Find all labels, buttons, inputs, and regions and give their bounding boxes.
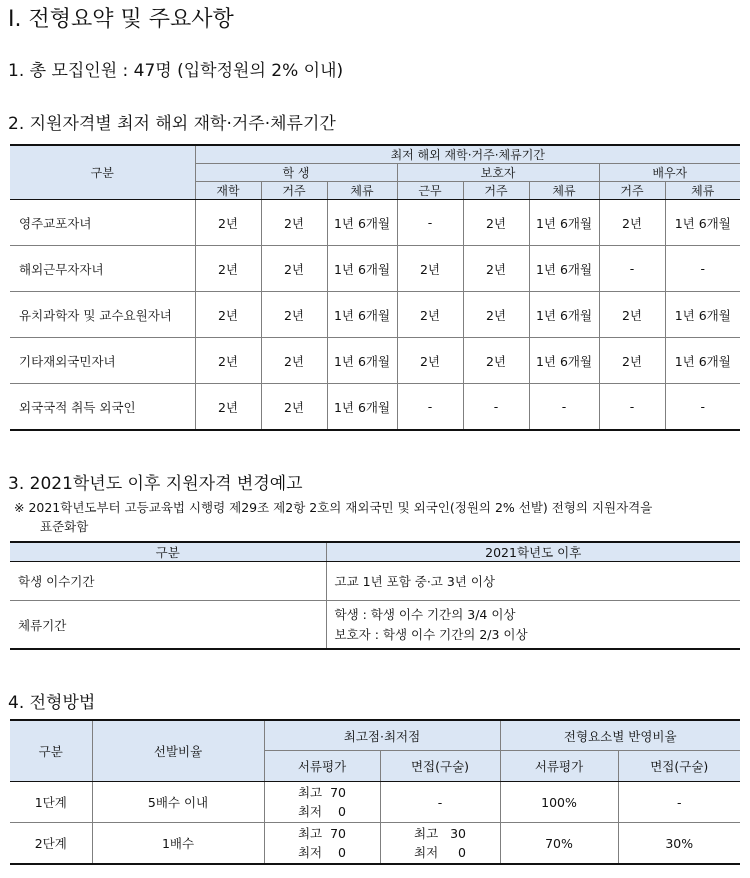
- eligibility-period-table: [10, 144, 740, 431]
- stage: 2단계: [10, 823, 92, 865]
- row-label: 외국국적 취득 외국인: [10, 384, 195, 431]
- table-row: [10, 200, 740, 246]
- cell: 1년 6개월: [665, 292, 740, 338]
- total-quota-heading: 1. 총 모집인원 : 47명 (입학정원의 2% 이내): [8, 61, 344, 81]
- cell: -: [397, 384, 463, 431]
- cell: -: [463, 384, 529, 431]
- sub-header-interview-weight: 면접(구술): [618, 751, 740, 782]
- cell: 2년: [261, 338, 327, 384]
- cell: 1년 6개월: [529, 292, 599, 338]
- max-score: 최고 70: [297, 785, 346, 800]
- table-row: [10, 782, 740, 823]
- header-division: 구분: [10, 542, 326, 562]
- cell: 2년: [195, 246, 261, 292]
- note-line: ※ 2021학년도부터 고등교육법 시행령 제29조 제2항 2호의 재외국민 및 외국인(정원의 2% 선발) 전형의 지원자격을: [14, 500, 653, 515]
- change-note: [14, 498, 744, 536]
- sub-header: 거주: [261, 182, 327, 200]
- table-row: [10, 562, 740, 601]
- selection-method-table: [10, 719, 740, 865]
- cell: -: [599, 384, 665, 431]
- cell: -: [529, 384, 599, 431]
- table-row: [10, 246, 740, 292]
- header-min-period: 최저 해외 재학·거주·체류기간: [195, 145, 740, 164]
- sub-header: 체류: [665, 182, 740, 200]
- sub-header: 체류: [529, 182, 599, 200]
- cell: 1년 6개월: [529, 246, 599, 292]
- cell: 1년 6개월: [327, 292, 397, 338]
- doc-score: [264, 823, 380, 865]
- cell: 1년 6개월: [665, 200, 740, 246]
- cell: 2년: [195, 200, 261, 246]
- interview-score: -: [380, 782, 500, 823]
- max-score: 최고 30: [414, 826, 466, 841]
- max-score: 최고 70: [297, 826, 346, 841]
- sub-header-doc: 서류평가: [264, 751, 380, 782]
- doc-score: [264, 782, 380, 823]
- header-guardian: 보호자: [397, 164, 599, 182]
- cell: 고교 1년 포함 중·고 3년 이상: [326, 562, 740, 601]
- cell: 1년 6개월: [327, 338, 397, 384]
- cell: 1년 6개월: [529, 338, 599, 384]
- row-label: 체류기간: [10, 601, 326, 650]
- cell: 1년 6개월: [327, 200, 397, 246]
- cell: 1년 6개월: [665, 338, 740, 384]
- header-ratio: 선발비율: [92, 720, 264, 782]
- cell: 2년: [463, 246, 529, 292]
- table-row: [10, 338, 740, 384]
- cell: 2년: [397, 246, 463, 292]
- header-division: 구분: [10, 720, 92, 782]
- cell: 2년: [261, 384, 327, 431]
- cell: 2년: [397, 338, 463, 384]
- interview-weight: -: [618, 782, 740, 823]
- header-weight: 전형요소별 반영비율: [500, 720, 740, 751]
- cell: 2년: [463, 200, 529, 246]
- header-spouse: 배우자: [599, 164, 740, 182]
- cell: 2년: [261, 292, 327, 338]
- note-line: 표준화함: [40, 519, 89, 534]
- page-title: Ⅰ. 전형요약 및 주요사항: [8, 7, 234, 32]
- cell: -: [599, 246, 665, 292]
- cell: -: [665, 384, 740, 431]
- cell: 2년: [463, 338, 529, 384]
- sub-header-interview: 면접(구술): [380, 751, 500, 782]
- cell: 1년 6개월: [327, 246, 397, 292]
- min-score: 최저 0: [297, 845, 346, 860]
- row-label: 영주교포자녀: [10, 200, 195, 246]
- stage: 1단계: [10, 782, 92, 823]
- cell: 2년: [599, 200, 665, 246]
- cell: -: [665, 246, 740, 292]
- row-label: 학생 이수기간: [10, 562, 326, 601]
- ratio: 1배수: [92, 823, 264, 865]
- header-score-range: 최고점·최저점: [264, 720, 500, 751]
- cell: 2년: [195, 384, 261, 431]
- cell: 1년 6개월: [327, 384, 397, 431]
- sub-header-doc-weight: 서류평가: [500, 751, 618, 782]
- interview-score: [380, 823, 500, 865]
- table-row: [10, 601, 740, 650]
- table-row: [10, 823, 740, 865]
- cell: 2년: [195, 292, 261, 338]
- eligibility-period-heading: 2. 지원자격별 최저 해외 재학·거주·체류기간: [8, 114, 336, 134]
- sub-header: 거주: [463, 182, 529, 200]
- cell: 2년: [195, 338, 261, 384]
- ratio: 5배수 이내: [92, 782, 264, 823]
- cell: -: [397, 200, 463, 246]
- cell: 2년: [463, 292, 529, 338]
- sub-header: 거주: [599, 182, 665, 200]
- cell: 2년: [599, 338, 665, 384]
- row-label: 기타재외국민자녀: [10, 338, 195, 384]
- cell: 2년: [599, 292, 665, 338]
- eligibility-change-heading: 3. 2021학년도 이후 지원자격 변경예고: [8, 474, 303, 494]
- row-label: 유치과학자 및 교수요원자녀: [10, 292, 195, 338]
- cell-line: 보호자 : 학생 이수 기간의 2/3 이상: [334, 626, 528, 642]
- header-2021: 2021학년도 이후: [326, 542, 740, 562]
- sub-header: 재학: [195, 182, 261, 200]
- row-label: 해외근무자자녀: [10, 246, 195, 292]
- table-row: [10, 384, 740, 431]
- doc-weight: 70%: [500, 823, 618, 865]
- header-division: 구분: [10, 145, 195, 200]
- cell: 2년: [261, 246, 327, 292]
- table-row: [10, 292, 740, 338]
- header-student: 학 생: [195, 164, 397, 182]
- eligibility-change-table: [10, 541, 740, 650]
- sub-header: 근무: [397, 182, 463, 200]
- min-score: 최저 0: [414, 845, 466, 860]
- cell: 2년: [261, 200, 327, 246]
- selection-method-heading: 4. 전형방법: [8, 693, 96, 713]
- cell: 1년 6개월: [529, 200, 599, 246]
- cell: 2년: [397, 292, 463, 338]
- sub-header: 체류: [327, 182, 397, 200]
- doc-weight: 100%: [500, 782, 618, 823]
- interview-weight: 30%: [618, 823, 740, 865]
- cell-line: 학생 : 학생 이수 기간의 3/4 이상: [334, 606, 516, 622]
- cell: [326, 601, 740, 650]
- min-score: 최저 0: [297, 804, 346, 819]
